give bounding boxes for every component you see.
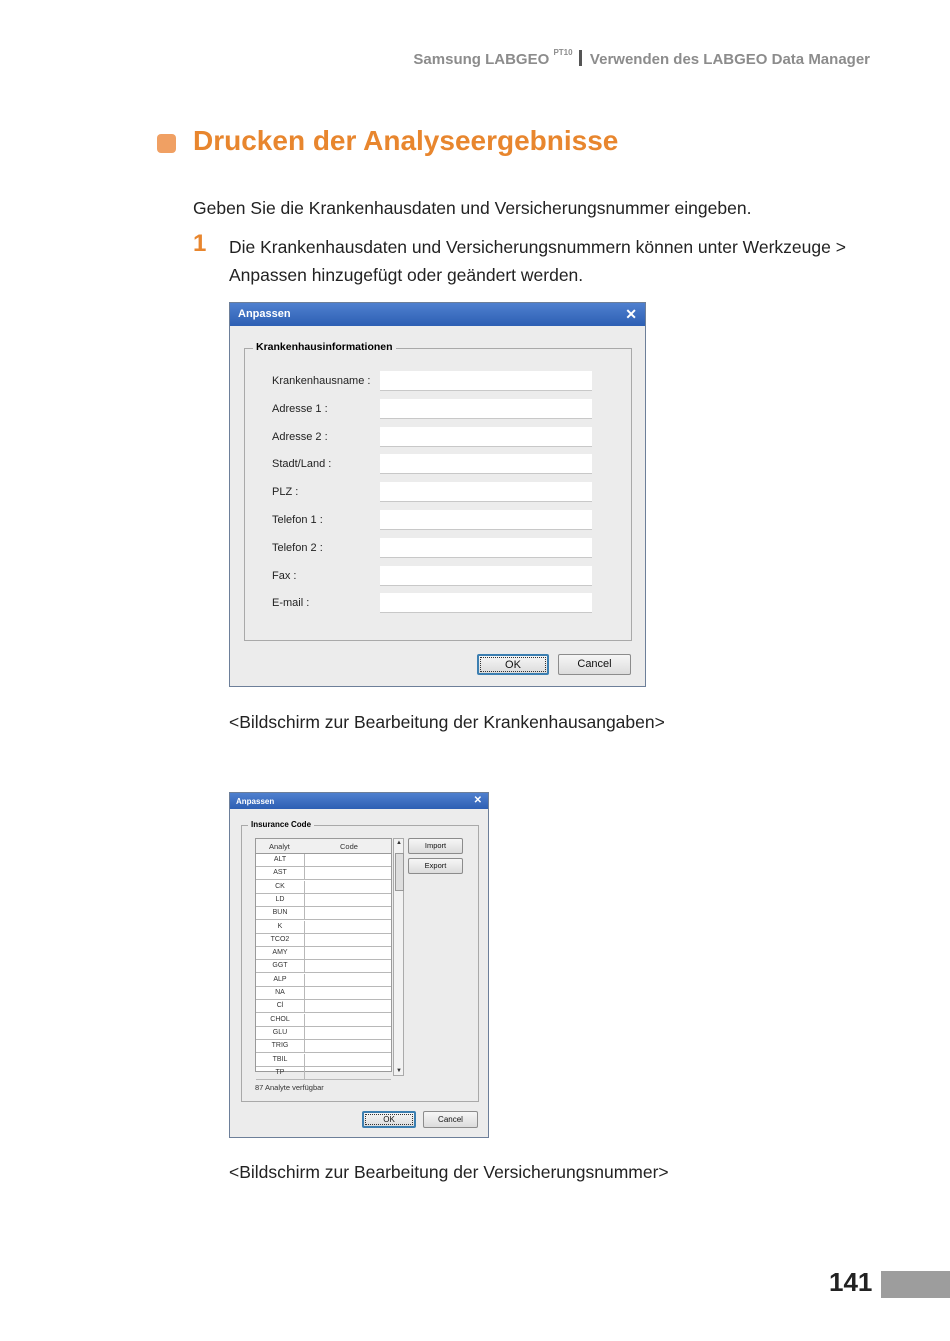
cancel-button[interactable]: Cancel — [423, 1111, 478, 1128]
code-cell[interactable] — [305, 854, 391, 866]
code-cell[interactable] — [305, 1014, 391, 1026]
dialog-title: Anpassen — [238, 308, 291, 320]
analyt-cell: CHOL — [256, 1014, 305, 1027]
table-row[interactable] — [256, 1067, 391, 1080]
import-button[interactable]: Import — [408, 838, 463, 854]
analyt-cell: LD — [256, 894, 305, 907]
field-label: Krankenhausname : — [272, 375, 371, 387]
code-cell[interactable] — [305, 947, 391, 959]
field-label: Adresse 2 : — [272, 430, 328, 443]
analyt-cell: AMY — [256, 947, 305, 960]
field-label: Telefon 1 : — [272, 514, 323, 526]
insurance-code-dialog — [229, 792, 489, 1138]
table-header — [256, 839, 391, 854]
field-input[interactable] — [380, 566, 592, 586]
code-cell[interactable] — [305, 1040, 391, 1052]
code-cell[interactable] — [305, 1000, 391, 1012]
table-row[interactable] — [256, 934, 391, 947]
table-row[interactable] — [256, 960, 391, 973]
table-row[interactable] — [256, 907, 391, 920]
section-marker-icon — [157, 134, 176, 153]
code-cell[interactable] — [305, 894, 391, 906]
field-input[interactable] — [380, 510, 592, 530]
field-input[interactable] — [380, 371, 592, 391]
analyt-cell: ALP — [256, 974, 305, 987]
code-cell[interactable] — [305, 921, 391, 933]
scroll-up-icon[interactable]: ▲ — [396, 840, 402, 846]
insurance-table[interactable] — [255, 838, 392, 1076]
code-cell[interactable] — [305, 907, 391, 919]
field-input[interactable] — [380, 427, 592, 447]
table-row[interactable] — [256, 1027, 391, 1040]
table-row[interactable] — [256, 854, 391, 867]
ok-button[interactable]: OK — [477, 654, 549, 675]
code-cell[interactable] — [305, 881, 391, 893]
column-header-analyt: Analyt — [269, 842, 290, 851]
table-row[interactable] — [256, 921, 391, 934]
scroll-down-icon[interactable]: ▼ — [396, 1068, 402, 1074]
header-product: Samsung LABGEO — [413, 51, 550, 68]
step-text: Die Krankenhausdaten und Versicherungsnummern können unter Werkzeuge > Anpassen hinzugefügt oder geändert werden. — [229, 237, 846, 285]
analyt-cell: ALT — [256, 854, 305, 867]
analyt-cell: GLU — [256, 1027, 305, 1040]
header-divider — [579, 50, 582, 66]
analyt-cell: TBIL — [256, 1054, 305, 1067]
dialog-titlebar — [230, 303, 645, 326]
field-label: Telefon 2 : — [272, 541, 323, 554]
analyt-cell: NA — [256, 987, 305, 1000]
table-row[interactable] — [256, 974, 391, 987]
code-cell[interactable] — [305, 1027, 391, 1039]
table-row[interactable] — [256, 947, 391, 960]
header-product-model: PT10 — [553, 48, 573, 57]
section-title: Drucken der Analyseergebnisse — [193, 125, 619, 156]
analyt-cell: Cl — [256, 1000, 305, 1013]
scroll-thumb[interactable] — [395, 853, 404, 891]
field-label: PLZ : — [272, 486, 299, 499]
table-row[interactable] — [256, 1054, 391, 1067]
close-icon[interactable]: ✕ — [625, 306, 637, 322]
field-label: Fax : — [272, 569, 297, 582]
table-row[interactable] — [256, 894, 391, 907]
field-input[interactable] — [380, 593, 592, 613]
header-section: Verwenden des LABGEO Data Manager — [589, 51, 870, 68]
analyt-cell: BUN — [256, 907, 305, 920]
code-cell[interactable] — [305, 934, 391, 946]
analyt-cell: TP — [256, 1067, 305, 1080]
code-cell[interactable] — [305, 974, 391, 986]
dialog-title: Anpassen — [236, 797, 275, 806]
hospital-info-dialog — [229, 302, 646, 687]
field-input[interactable] — [380, 538, 592, 558]
field-label: E-mail : — [272, 597, 310, 610]
export-button[interactable]: Export — [408, 858, 463, 874]
table-row[interactable] — [256, 867, 391, 880]
field-label: Stadt/Land : — [272, 458, 332, 471]
analyt-cell: K — [256, 921, 305, 934]
table-scrollbar[interactable] — [393, 838, 404, 1076]
group-title: Insurance Code — [248, 820, 314, 829]
column-header-code: Code — [340, 842, 358, 851]
ok-button[interactable]: OK — [362, 1111, 416, 1128]
running-header — [413, 50, 870, 68]
table-row[interactable] — [256, 1040, 391, 1053]
code-cell[interactable] — [305, 1067, 391, 1079]
group-title: Krankenhausinformationen — [253, 341, 396, 353]
intro-paragraph: Geben Sie die Krankenhausdaten und Versicherungsnummer eingeben. — [193, 198, 752, 218]
analyt-cell: AST — [256, 867, 305, 880]
code-cell[interactable] — [305, 1054, 391, 1066]
table-row[interactable] — [256, 881, 391, 894]
field-input[interactable] — [380, 399, 592, 419]
cancel-button[interactable]: Cancel — [558, 654, 631, 675]
available-count: 87 Analyte verfügbar — [255, 1083, 324, 1092]
page-number: 141 — [829, 1267, 873, 1297]
page-number-bar — [881, 1271, 950, 1298]
code-cell[interactable] — [305, 987, 391, 999]
analyt-cell: TCO2 — [256, 934, 305, 947]
field-input[interactable] — [380, 454, 592, 474]
caption-hospital-dialog: <Bildschirm zur Bearbeitung der Krankenhausangaben> — [229, 712, 665, 732]
field-label: Adresse 1 : — [272, 402, 328, 415]
step-number: 1 — [193, 230, 207, 257]
dialog-titlebar — [230, 793, 488, 809]
code-cell[interactable] — [305, 960, 391, 972]
table-row[interactable] — [256, 1000, 391, 1013]
code-cell[interactable] — [305, 867, 391, 879]
analyt-cell: CK — [256, 881, 305, 894]
table-row[interactable] — [256, 1014, 391, 1027]
table-row[interactable] — [256, 987, 391, 1000]
analyt-cell: GGT — [256, 960, 305, 973]
field-input[interactable] — [380, 482, 592, 502]
caption-insurance-dialog: <Bildschirm zur Bearbeitung der Versicherungsnummer> — [229, 1162, 669, 1182]
analyt-cell: TRIG — [256, 1040, 305, 1053]
close-icon[interactable]: ✕ — [473, 795, 482, 806]
